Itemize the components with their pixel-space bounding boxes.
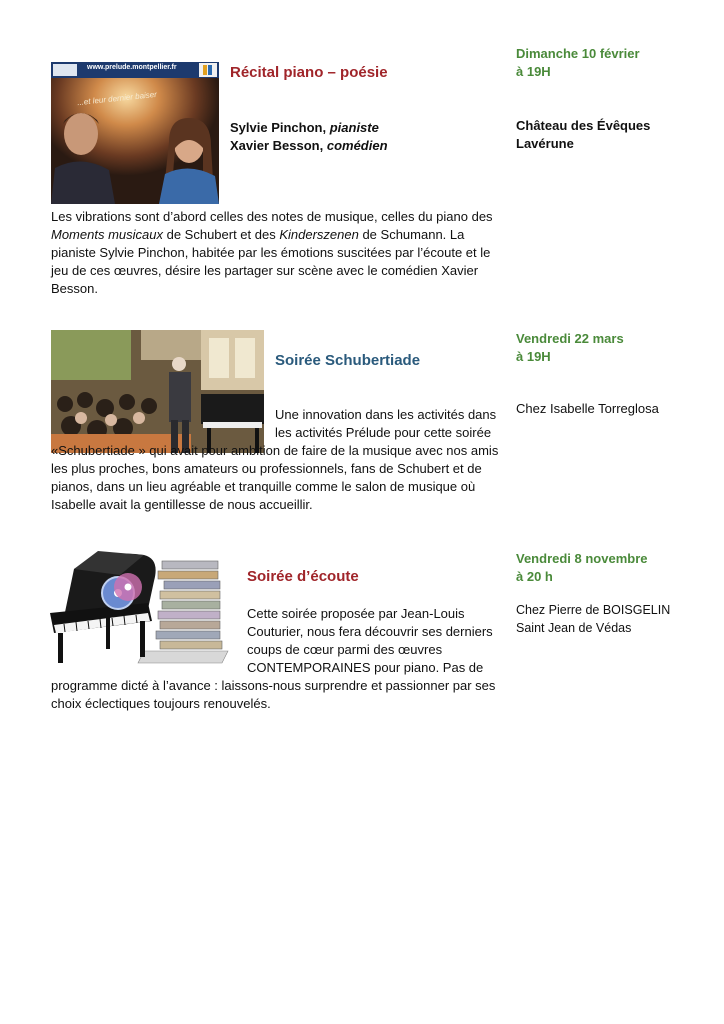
event-1-venue-name: Château des Évêques	[516, 118, 651, 133]
event-3-title: Soirée d’écoute	[247, 568, 359, 585]
event-1-date-time: à 19H	[516, 64, 551, 79]
event-2-date	[516, 330, 624, 366]
poster-caption-text: ...et leur dernier baiser	[76, 89, 158, 108]
event-2-date-day: Vendredi 22 mars	[516, 331, 624, 346]
float-spacer	[51, 406, 275, 442]
event-1-performers	[230, 119, 388, 155]
event-3-description: Cette soirée proposée par Jean-Louis Couturier, nous fera découvrir ses derniers coups de cœur parmi des œuvres CONTEMPORAINES pour piano. Pas de programme dicté à l’avance : laissons-nous surprendre et passionner par ses choix éclectiques toujours renouvelés.	[51, 606, 496, 711]
performer-1-name: Sylvie Pinchon,	[230, 120, 327, 135]
desc-emphasis: Kinderszenen	[279, 227, 359, 242]
desc-part: de Schumann. La pianiste Sylvie Pinchon, habitée par les émotions suscitées par l’écoute et le jeu de ces œuvres, désire les partager sur scène avec le comédien Xavier Besson.	[51, 227, 491, 296]
event-2-venue-name: Chez Isabelle Torreglosa	[516, 401, 659, 416]
event-3-date	[516, 550, 648, 586]
performer-2	[230, 137, 388, 155]
event-2-description-wrap	[51, 406, 503, 514]
performer-1	[230, 119, 388, 137]
event-2-description: Une innovation dans les activités dans les activités Prélude pour cette soirée «Schubertiade » qui avait pour ambition de faire de la musique avec nos amis les plus proches, bons amateurs ou professionnels, fans de Schubert et de pianos, dans un lieu agréable et tranquille comme le salon de musique où Isabelle avait la gentillesse de nous accueillir.	[51, 407, 499, 512]
desc-part: Les vibrations sont d’abord celles des notes de musique, celles du piano des	[51, 209, 493, 224]
event-3-venue	[516, 601, 670, 637]
event-1-photo	[51, 62, 219, 204]
event-1-venue-town: Lavérune	[516, 136, 574, 151]
desc-emphasis: Moments musicaux	[51, 227, 163, 242]
event-3-date-day: Vendredi 8 novembre	[516, 551, 648, 566]
event-1-description	[51, 208, 503, 298]
event-3-venue-town: Saint Jean de Védas	[516, 621, 632, 635]
float-spacer	[51, 605, 247, 677]
performer-2-name: Xavier Besson,	[230, 138, 324, 153]
event-1-date-day: Dimanche 10 février	[516, 46, 640, 61]
event-2-date-time: à 19H	[516, 349, 551, 364]
event-2-title: Soirée Schubertiade	[275, 352, 421, 369]
poster-url-text: www.prelude.montpellier.fr	[87, 64, 177, 71]
poster-image	[51, 62, 219, 204]
performer-1-role: pianiste	[329, 120, 379, 135]
desc-part: de Schubert et des	[162, 227, 280, 242]
event-1-venue	[516, 117, 650, 153]
event-3-date-time: à 20 h	[516, 569, 553, 584]
event-2-venue	[516, 400, 659, 418]
event-3-venue-name: Chez Pierre de BOISGELIN	[516, 603, 671, 617]
event-1-title: Récital piano – poésie	[230, 64, 388, 81]
event-1-date	[516, 45, 640, 81]
performer-2-role: comédien	[326, 138, 388, 153]
event-3-description-wrap	[51, 605, 503, 713]
